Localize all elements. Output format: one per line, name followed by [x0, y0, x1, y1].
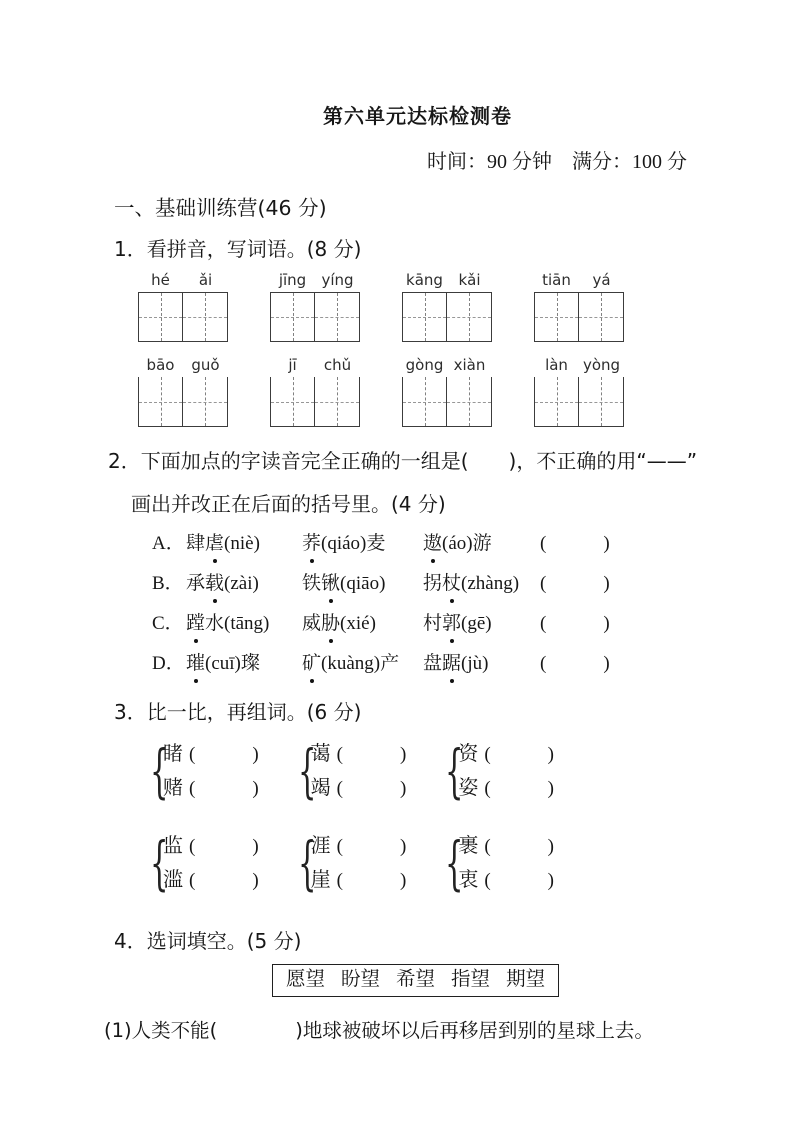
pinyin-label: kāng: [406, 271, 443, 289]
pinyin-row-2: [138, 356, 624, 427]
brace-glyph: {: [445, 829, 464, 897]
pair-character: 崖: [310, 869, 331, 891]
dotted-word: 村郭(gē): [423, 611, 540, 637]
pinyin-label: yá: [592, 271, 611, 289]
dotted-word: 荞(qiáo)麦: [302, 531, 423, 557]
brace-glyph: {: [150, 737, 169, 805]
pair-character: 姿: [458, 777, 479, 799]
option-row-d: [152, 651, 793, 677]
writing-box: [447, 377, 492, 427]
word-bank-item: 盼望: [341, 969, 381, 990]
writing-box: [579, 292, 624, 342]
pinyin-group: [534, 271, 624, 342]
option-row-c: [152, 611, 793, 637]
option-label: A．: [152, 533, 185, 554]
dotted-word: 铁锹(qiāo): [302, 571, 423, 597]
emphasis-dot-char: 郭: [442, 611, 461, 637]
writing-box: [402, 377, 447, 427]
writing-box: [183, 292, 228, 342]
pinyin-group: [534, 356, 624, 427]
pinyin-label: chǔ: [323, 356, 352, 374]
word-bank-item: 愿望: [286, 969, 326, 990]
compare-pair: [445, 829, 554, 897]
word-blank: ( ): [336, 836, 407, 857]
exam-meta: 时间：90 分钟 满分：100 分: [427, 151, 687, 173]
compare-pair: [150, 829, 259, 897]
word-bank-item: 希望: [396, 969, 436, 990]
pair-character: 睹: [163, 743, 183, 765]
pinyin-label: hé: [151, 271, 170, 289]
word-blank: ( ): [336, 778, 407, 799]
pair-character: 赌: [163, 777, 183, 799]
q1-heading: 1．看拼音，写词语。(8 分): [114, 237, 362, 261]
answer-blank: ( ): [540, 533, 610, 554]
writing-box: [138, 292, 183, 342]
word-blank: ( ): [484, 836, 554, 857]
pair-character: 竭: [310, 777, 331, 799]
dotted-word: 肆虐(niè): [186, 531, 302, 557]
emphasis-dot-char: 胁: [321, 611, 340, 637]
pinyin-group: [270, 271, 360, 342]
emphasis-dot-char: 锹: [321, 571, 340, 597]
pinyin-label: xiàn: [453, 356, 486, 374]
q2-options: [0, 531, 793, 677]
writing-box: [579, 377, 624, 427]
writing-box: [315, 377, 360, 427]
pair-character: 衷: [458, 869, 479, 891]
word-blank: ( ): [189, 744, 259, 765]
pinyin-label: yíng: [321, 271, 354, 289]
brace-glyph: {: [150, 829, 169, 897]
writing-box: [534, 292, 579, 342]
option-label: B．: [152, 573, 184, 594]
word-bank-item: 期望: [506, 969, 546, 990]
writing-box: [270, 292, 315, 342]
writing-box: [315, 292, 360, 342]
pinyin-label: yòng: [582, 356, 621, 374]
emphasis-dot-char: 杖: [442, 571, 461, 597]
answer-blank: ( ): [540, 573, 610, 594]
pinyin-group: [402, 271, 492, 342]
writing-box: [402, 292, 447, 342]
brace-glyph: {: [445, 737, 464, 805]
q2-heading-line1: 2．下面加点的字读音完全正确的一组是( )，不正确的用“——”: [108, 449, 698, 473]
emphasis-dot-char: 璀: [186, 651, 205, 677]
writing-box: [183, 377, 228, 427]
pinyin-label: jīng: [278, 271, 307, 289]
q4-heading: 4．选词填空。(5 分): [114, 929, 302, 953]
pinyin-writing-grid: [138, 271, 624, 427]
answer-blank: ( ): [540, 613, 610, 634]
dotted-word: 威胁(xié): [302, 611, 423, 637]
word-bank-item: 指望: [451, 969, 491, 990]
word-blank: ( ): [336, 744, 407, 765]
pinyin-group: [402, 356, 492, 427]
brace-glyph: {: [297, 829, 317, 897]
word-bank: [272, 964, 559, 997]
pair-character: 监: [163, 835, 183, 857]
pair-character: 涯: [310, 835, 331, 857]
pinyin-group: [138, 356, 228, 427]
pair-character: 裹: [458, 835, 479, 857]
emphasis-dot-char: 载: [205, 571, 224, 597]
word-blank: ( ): [189, 870, 259, 891]
q2-heading-line2: 画出并改正在后面的括号里。(4 分): [131, 492, 446, 516]
pinyin-label: kǎi: [458, 271, 481, 289]
option-label: D．: [152, 653, 185, 674]
word-blank: ( ): [189, 836, 259, 857]
option-label: C．: [152, 613, 184, 634]
emphasis-dot-char: 矿: [302, 651, 321, 677]
dotted-word: 盘踞(jù): [423, 651, 540, 677]
dotted-word: 承载(zài): [186, 571, 302, 597]
emphasis-dot-char: 虐: [205, 531, 224, 557]
pair-character: 资: [458, 743, 479, 765]
compare-pair: [445, 737, 554, 805]
writing-box: [270, 377, 315, 427]
page-title: 第六单元达标检测卷: [323, 106, 512, 128]
emphasis-dot-char: 蹚: [186, 611, 205, 637]
emphasis-dot-char: 荞: [302, 531, 321, 557]
writing-box: [447, 292, 492, 342]
dotted-word: 遨(áo)游: [423, 531, 540, 557]
q4-item-1: (1)人类不能( )地球被破坏以后再移居到别的星球上去。: [104, 1019, 654, 1042]
writing-box: [138, 377, 183, 427]
pinyin-label: guǒ: [191, 356, 220, 374]
pinyin-label: bāo: [146, 356, 175, 374]
pinyin-group: [270, 356, 360, 427]
dotted-word: 拐杖(zhàng): [423, 571, 540, 597]
pinyin-label: tiān: [542, 271, 571, 289]
dotted-word: 矿(kuàng)产: [302, 651, 423, 677]
pair-character: 蔼: [310, 743, 331, 765]
word-blank: ( ): [484, 870, 554, 891]
q3-heading: 3．比一比，再组词。(6 分): [114, 700, 362, 724]
pinyin-label: gòng: [405, 356, 444, 374]
pinyin-label: jī: [288, 356, 297, 374]
section-1-heading: 一、基础训练营(46 分): [114, 196, 327, 220]
pinyin-row-1: [138, 271, 624, 342]
pinyin-label: làn: [545, 356, 568, 374]
compare-pair: [298, 737, 407, 805]
pair-character: 滥: [163, 869, 183, 891]
word-blank: ( ): [484, 744, 554, 765]
brace-glyph: {: [297, 737, 317, 805]
q3-pair-row-2: [150, 829, 793, 897]
option-row-b: [152, 571, 793, 597]
pinyin-label: ǎi: [198, 271, 213, 289]
dotted-word: 蹚水(tāng): [186, 611, 302, 637]
pinyin-group: [138, 271, 228, 342]
dotted-word: 璀(cuī)璨: [186, 651, 302, 677]
option-row-a: [152, 531, 793, 557]
compare-pair: [150, 737, 259, 805]
word-blank: ( ): [189, 778, 259, 799]
word-blank: ( ): [336, 870, 407, 891]
answer-blank: ( ): [540, 653, 610, 674]
word-blank: ( ): [484, 778, 554, 799]
writing-box: [534, 377, 579, 427]
emphasis-dot-char: 踞: [442, 651, 461, 677]
compare-pair: [298, 829, 407, 897]
emphasis-dot-char: 遨: [423, 531, 442, 557]
q3-pair-row-1: [150, 737, 793, 805]
